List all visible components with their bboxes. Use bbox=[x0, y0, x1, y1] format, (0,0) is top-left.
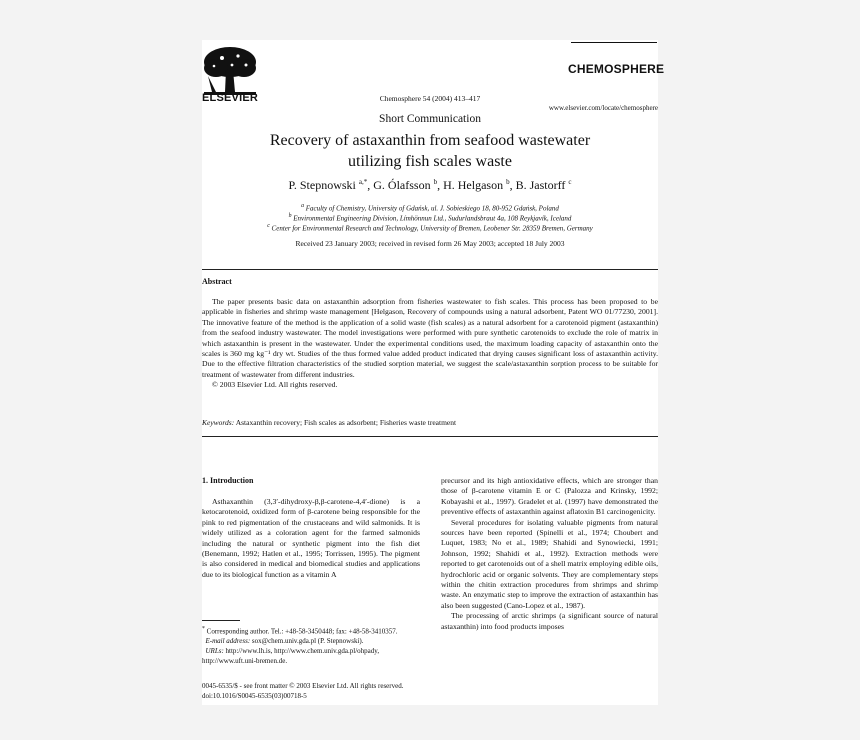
affiliation: $^a$ Faculty of Chemistry, University of Gdańsk, ul. J. Sobieskiego 18, 80-952 Gdańsk, Poland bbox=[301, 203, 559, 213]
intro-right-column bbox=[441, 476, 658, 632]
article-page bbox=[202, 40, 665, 705]
paragraph: Several procedures for isolating valuable pigments from natural sources have been reported (Spinelli et al., 1974; Choubert and Luquet, 1983; No et al., 1989; Shahidi and Synowiecki, 1991; Johnson, 1992; Shahidi et al., 1992). Extraction methods were reported to get carotenoids out of a shell matrix employing edible oils, hydrochloric acid or organic solvents. They are complementary steps within the chitin extraction procedures from shrimps and shrimp waste. An enzymatic step to improve the extraction of astaxanthin has also been suggested (Cano-Lopez et al., 1987). bbox=[441, 517, 658, 610]
divider bbox=[202, 436, 658, 437]
abstract-text: The paper presents basic data on astaxanthin adsorption from fisheries wastewater to fish scales. This process has been proposed to be applicable in fisheries and shrimp waste management [Helgason, Recovery of compounds using a natural adsorbent, Patent WO 01/77230, 2001]. The innovative feature of the method is the application of a solid waste (fish scales) as a natural adsorbent for a carotenoid pigment (astaxanthin) from the seafood industry wastewater. The model investigations were performed with pure synthetic carotenoids to exclude the role of matrix in which astaxanthin is present in the wastewater. Under the experimental conditions used, the maximum loading capacity of astaxanthin onto the scales is 360 mg kg⁻¹ dry wt. Studies of the thus formed value added product indicated that drying causes significant loss of astaxanthin activity. Due to the effective filtration characteristics of the studied sorption material, we suggest the scale/astaxanthin sorption process to be suitable for treatment of wastewater from different industries. © 2003 Elsevier Ltd. All rights reserved. bbox=[202, 297, 658, 390]
received-dates: Received 23 January 2003; received in revised form 26 May 2003; accepted 18 July 2003 bbox=[295, 239, 565, 248]
publisher-name: ELSEVIER bbox=[202, 92, 259, 104]
author: P. Stepnowski $^{a,*}$, bbox=[288, 178, 374, 192]
journal-url[interactable]: www.elsevier.com/locate/chemosphere bbox=[548, 104, 658, 112]
author-list bbox=[202, 178, 658, 193]
article-type: Short Communication bbox=[379, 113, 481, 125]
title-line-1: Recovery of astaxanthin from seafood wastewater bbox=[269, 132, 591, 149]
journal-name: CHEMOSPHERE bbox=[568, 62, 665, 76]
intro-left-column bbox=[202, 497, 420, 580]
issn-line: 0045-6535/$ - see front matter © 2003 Elsevier Ltd. All rights reserved. bbox=[202, 682, 404, 690]
copyright-line: © 2003 Elsevier Ltd. All rights reserved. bbox=[212, 380, 338, 390]
keywords: Keywords: Astaxanthin recovery; Fish scales as adsorbent; Fisheries waste treatment bbox=[202, 418, 457, 427]
doi-line: doi:10.1016/S0045-6535(03)00718-5 bbox=[202, 692, 307, 700]
paragraph: Asthaxanthin (3,3′-dihydroxy-β,β-carotene-4,4′-dione) is a ketocarotenoid, oxidized form of β-carotene being responsible for the pink to red pigmentation of the crustaceans and wild salmonids. It is widely utilized as a coloration agent for the farmed salmonids including the natural or synthetic pigment into the fish diet (Benemann, 1992; Hatlen et al., 1995; Torrissen, 1995). The pigment is also considered in medical and biomedical studies and applications due to its biological function as a vitamin A bbox=[202, 497, 420, 579]
affiliation: $^c$ Center for Environmental Research and Technology, University of Bremen, Leobener Str. 28359 Bremen, Germany bbox=[267, 223, 593, 233]
author: G. Ólafsson $^b$, bbox=[373, 178, 444, 192]
footnote-rule bbox=[202, 620, 240, 621]
email-link[interactable]: sox@chem.univ.gda.pl (P. Stepnowski). bbox=[251, 637, 364, 646]
issn-block bbox=[202, 681, 403, 701]
citation: Chemosphere 54 (2004) 413–417 bbox=[379, 94, 481, 103]
url-links[interactable]: http://www.lh.is, http://www.chem.univ.gda.pl/ohpady, http://www.uft.uni-bremen.de. bbox=[202, 646, 380, 665]
author: H. Helgason $^b$, bbox=[443, 178, 516, 192]
abstract-heading: Abstract bbox=[202, 277, 232, 286]
paragraph: The processing of arctic shrimps (a significant source of natural astaxanthin) into food products imposes bbox=[441, 611, 658, 631]
author: B. Jastorff $^c$ bbox=[515, 178, 572, 192]
journal-rule bbox=[571, 42, 657, 43]
section-heading: 1. Introduction bbox=[202, 476, 254, 485]
title-line-2: utilizing fish scales waste bbox=[348, 153, 512, 170]
article-title bbox=[202, 130, 658, 172]
divider bbox=[202, 269, 658, 270]
affiliation: $^b$ Environmental Engineering Division, Límhönnun Ltd., Sudurlandsbraut 4a, 108 Reykjavík, Iceland bbox=[288, 213, 572, 223]
footnote: * Corresponding author. Tel.: +48-58-3450448; fax: +48-58-3410357. E-mail address: sox@chem.univ.gda.pl (P. Stepnowski). URLs: http://www.lh.is, http://www.chem.univ.gda.pl/ohpady, http://www.uft.uni-bremen.de. bbox=[202, 626, 398, 665]
paragraph: precursor and its high antioxidative effects, which are stronger than those of β-carotene vitamin E or C (Palozza and Krinsky, 1992; Kobayashi et al., 1997). Gradelet et al. (1997) have demonstrated the preventive effects of astaxanthin against aflatoxin B1 carcinogenicity. bbox=[441, 476, 658, 517]
